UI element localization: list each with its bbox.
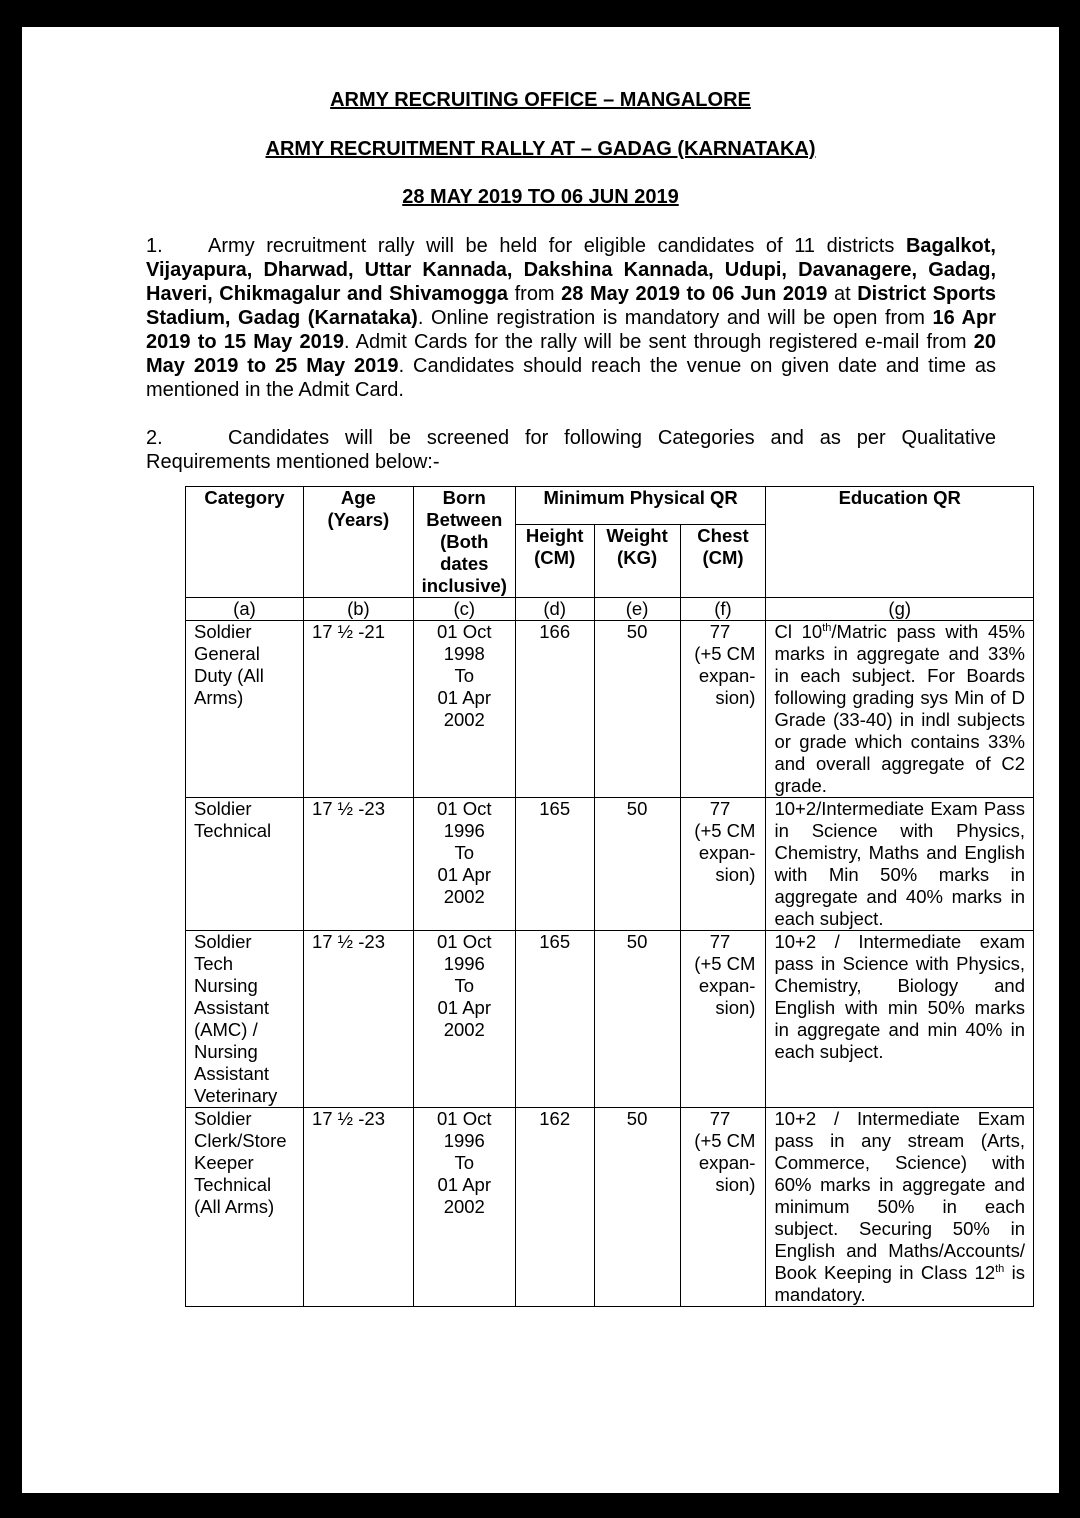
header-education: Education QR [766, 487, 1034, 598]
header-chest: Chest (CM) [680, 524, 766, 597]
row-category: Soldier General Duty (All Arms) [186, 621, 304, 798]
header-minimum-physical: Minimum Physical QR [515, 487, 766, 525]
row-age: 17 ½ -23 [303, 931, 413, 1108]
paragraph-number: 2. [146, 427, 163, 449]
para1-text-3: at [827, 283, 858, 305]
column-letter: (d) [515, 598, 594, 621]
row-height: 165 [515, 931, 594, 1108]
para1-text-5: . Admit Cards for the rally will be sent through registered e-mail from [343, 331, 974, 353]
row-education: 10+2 / Intermediate Exam pass in any stream (Arts, Commerce, Science) with 60% marks in aggregate and minimum 50% in each subject. Securing 50% in English and Maths/Accounts/ Book Keeping in Class 12th is mandatory. [766, 1108, 1034, 1307]
venue: District Sports Stadium, Gadag (Karnataka) [146, 283, 996, 329]
column-letter: (f) [680, 598, 766, 621]
admit-card-dates: 20 May 2019 to 25 May 2019 [146, 331, 996, 377]
row-chest: 77 (+5 CM expan-sion) [680, 931, 766, 1108]
column-letter: (g) [766, 598, 1034, 621]
para1-text-2: from [508, 283, 562, 305]
row-age: 17 ½ -21 [303, 621, 413, 798]
table-row [186, 621, 1034, 798]
para1-text-1: Army recruitment rally will be held for eligible candidates of 11 districts [208, 235, 906, 257]
header-category: Category [186, 487, 304, 598]
para2-text: Candidates will be screened for following Categories and as per Qualitative Requirements mentioned below:- [146, 427, 996, 473]
office-heading: ARMY RECRUITING OFFICE – MANGALORE [330, 89, 751, 111]
row-height: 166 [515, 621, 594, 798]
row-born-between: 01 Oct 1998 To 01 Apr 2002 [413, 621, 515, 798]
column-letter: (a) [186, 598, 304, 621]
rally-dates: 28 May 2019 to 06 Jun 2019 [561, 283, 828, 305]
table-row [186, 798, 1034, 931]
para1-text-4: . Online registration is mandatory and will be open from [417, 307, 933, 329]
row-born-between: 01 Oct 1996 To 01 Apr 2002 [413, 931, 515, 1108]
row-born-between: 01 Oct 1996 To 01 Apr 2002 [413, 798, 515, 931]
row-education: 10+2 / Intermediate exam pass in Science with Physics, Chemistry, Biology and English with min 50% marks in aggregate and min 40% in each subject. [766, 931, 1034, 1108]
document-page [22, 27, 1059, 1493]
paragraph-number: 1. [146, 235, 163, 257]
table-row [186, 1108, 1034, 1307]
row-weight: 50 [594, 621, 680, 798]
row-chest: 77 (+5 CM expan-sion) [680, 798, 766, 931]
column-letter: (b) [303, 598, 413, 621]
row-weight: 50 [594, 1108, 680, 1307]
row-weight: 50 [594, 931, 680, 1108]
table-row [186, 931, 1034, 1108]
column-letter: (c) [413, 598, 515, 621]
header-born-between: Born Between (Both dates inclusive) [413, 487, 515, 598]
para1-text-6: . Candidates should reach the venue on given date and time as mentioned in the Admit Card. [146, 355, 997, 401]
qualitative-requirements-table [185, 486, 1034, 1307]
paragraph-2 [146, 426, 996, 474]
row-born-between: 01 Oct 1996 To 01 Apr 2002 [413, 1108, 515, 1307]
row-category: Soldier Technical [186, 798, 304, 931]
header-height: Height (CM) [515, 524, 594, 597]
row-chest: 77 (+5 CM expan-sion) [680, 621, 766, 798]
registration-dates: 16 Apr 2019 to 15 May 2019 [146, 307, 997, 353]
row-chest: 77 (+5 CM expan-sion) [680, 1108, 766, 1307]
row-age: 17 ½ -23 [303, 1108, 413, 1307]
column-letter-row [186, 598, 1034, 621]
row-age: 17 ½ -23 [303, 798, 413, 931]
column-letter: (e) [594, 598, 680, 621]
row-height: 162 [515, 1108, 594, 1307]
dates-heading: 28 MAY 2019 TO 06 JUN 2019 [402, 186, 679, 208]
rally-heading: ARMY RECRUITMENT RALLY AT – GADAG (KARNATAKA) [265, 138, 816, 160]
header-age: Age (Years) [303, 487, 413, 598]
row-category: Soldier Clerk/Store Keeper Technical (All Arms) [186, 1108, 304, 1307]
row-weight: 50 [594, 798, 680, 931]
row-height: 165 [515, 798, 594, 931]
row-category: Soldier Tech Nursing Assistant (AMC) / Nursing Assistant Veterinary [186, 931, 304, 1108]
header-weight: Weight (KG) [594, 524, 680, 597]
districts-list: Bagalkot, Vijayapura, Dharwad, Uttar Kannada, Dakshina Kannada, Udupi, Davanagere, Gadag, Haveri, Chikmagalur and Shivamogga [146, 235, 996, 305]
row-education: 10+2/Intermediate Exam Pass in Science with Physics, Chemistry, Maths and English with Min 50% marks in aggregate and 40% marks in each subject. [766, 798, 1034, 931]
paragraph-1 [146, 234, 996, 402]
row-education: Cl 10th/Matric pass with 45% marks in aggregate and 33% in each subject. For Boards following grading sys Min of D Grade (33-40) in indl subjects or grade which contains 33% and overall aggregate of C2 grade. [766, 621, 1034, 798]
